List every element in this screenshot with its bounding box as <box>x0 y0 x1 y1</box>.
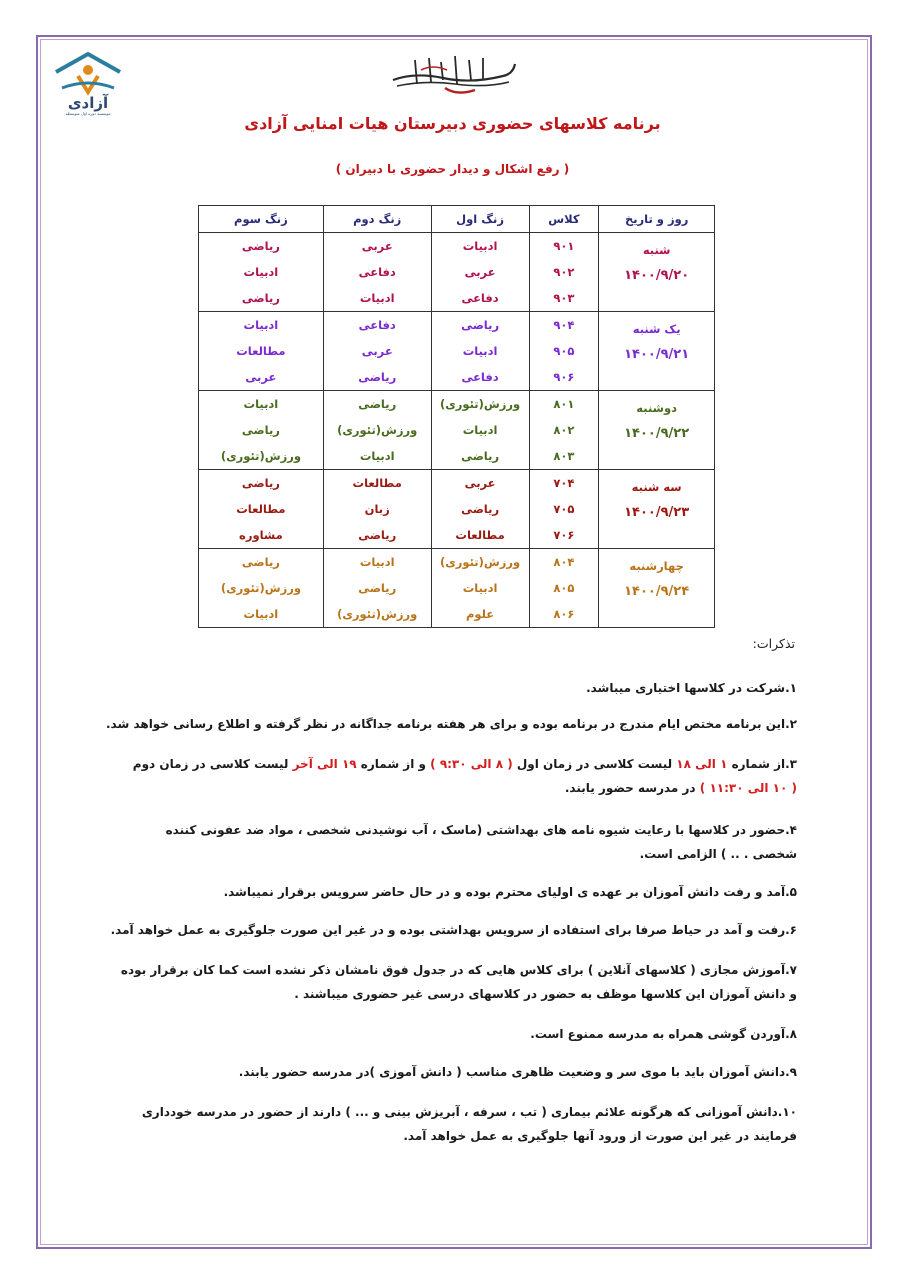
note-2: ۲.این برنامه مختص ایام مندرج در برنامه بوده و برای هر هفته برنامه جداگانه در نظر گرفته و اطلاع رسانی خواهد شد. <box>105 717 797 731</box>
class-cell: ۸۰۳ <box>529 443 599 470</box>
bell-2-cell: دفاعی <box>323 312 431 339</box>
table-row <box>199 391 715 418</box>
bell-3-cell: ادبیات <box>199 601 324 628</box>
bell-1-cell: ریاضی <box>431 443 529 470</box>
class-cell: ۹۰۴ <box>529 312 599 339</box>
note-9: ۹.دانش آموزان باید با موی سر و وضعیت ظاهری مناسب ( دانش آموزی )در مدرسه حضور یابند. <box>238 1065 797 1079</box>
class-cell: ۷۰۶ <box>529 522 599 549</box>
bell-3-cell: ریاضی <box>199 470 324 497</box>
bell-3-cell: ورزش(تئوری) <box>199 443 324 470</box>
bell-1-cell: ادبیات <box>431 575 529 601</box>
note-7: ۷.آموزش مجازی ( کلاسهای آنلاین ) برای کلاس هایی که در جدول فوق نامشان ذکر نشده است کما کان برقرار بوده و دانش آموزان این کلاسها موظف به حضور در کلاسهای درسی غیر حضوری میباشند . <box>120 963 797 1001</box>
table-header-row <box>199 206 715 233</box>
bell-3-cell: ریاضی <box>199 549 324 576</box>
bell-1-cell: ریاضی <box>431 312 529 339</box>
note-3-text: لیست کلاسی در زمان دوم <box>132 757 293 771</box>
day-date: ۱۴۰۰/۹/۲۴ <box>624 584 690 599</box>
bell-2-cell: عربی <box>323 233 431 260</box>
day-name: دوشنبه <box>636 401 678 415</box>
bell-2-cell: ریاضی <box>323 364 431 391</box>
bell-2-cell: ریاضی <box>323 391 431 418</box>
bell-1-cell: ورزش(تئوری) <box>431 391 529 418</box>
day-date: ۱۴۰۰/۹/۲۰ <box>624 268 690 283</box>
school-logo <box>48 48 128 116</box>
bell-1-cell: دفاعی <box>431 285 529 312</box>
note-3-text: در مدرسه حضور یابند. <box>564 781 700 795</box>
day-cell <box>599 233 715 312</box>
table-row <box>199 470 715 497</box>
bell-1-cell: دفاعی <box>431 364 529 391</box>
note-3-text: لیست کلاسی در زمان اول <box>512 757 677 771</box>
day-cell <box>599 549 715 628</box>
bell-3-cell: ریاضی <box>199 417 324 443</box>
class-cell: ۸۰۵ <box>529 575 599 601</box>
bell-3-cell: ورزش(تئوری) <box>199 575 324 601</box>
bell-3-cell: مطالعات <box>199 496 324 522</box>
bell-1-cell: عربی <box>431 259 529 285</box>
bell-2-cell: ادبیات <box>323 549 431 576</box>
day-date: ۱۴۰۰/۹/۲۲ <box>624 426 690 441</box>
day-cell <box>599 391 715 470</box>
class-cell: ۷۰۵ <box>529 496 599 522</box>
bell-3-cell: ریاضی <box>199 233 324 260</box>
bell-3-cell: ادبیات <box>199 391 324 418</box>
header-bell-2: زنگ دوم <box>323 206 431 233</box>
note-3-text: و از شماره <box>356 757 431 771</box>
header-bell-3: زنگ سوم <box>199 206 324 233</box>
note-3-highlight: ۱۹ الی آخر <box>292 757 357 771</box>
bell-2-cell: عربی <box>323 338 431 364</box>
table-row <box>199 549 715 576</box>
bell-3-cell: ریاضی <box>199 285 324 312</box>
bell-2-cell: ورزش(تئوری) <box>323 417 431 443</box>
day-name: شنبه <box>642 243 671 257</box>
class-cell: ۷۰۴ <box>529 470 599 497</box>
bell-1-cell: ادبیات <box>431 417 529 443</box>
page-title: برنامه کلاسهای حضوری دبیرستان هیات امنایی آزادی <box>244 114 661 133</box>
note-3 <box>128 752 797 800</box>
note-3-highlight: ( ۱۰ الی ۱۱:۳۰ ) <box>699 781 797 795</box>
page-subtitle: ( رفع اشکال و دیدار حضوری با دبیران ) <box>335 162 570 176</box>
bell-2-cell: ریاضی <box>323 575 431 601</box>
bell-2-cell: زبان <box>323 496 431 522</box>
class-cell: ۹۰۱ <box>529 233 599 260</box>
bell-1-cell: ادبیات <box>431 233 529 260</box>
logo-text: آزادی <box>67 94 109 112</box>
logo-subtitle: موسسه دوره اول متوسطه <box>65 111 111 116</box>
notes-title: تذکرات: <box>752 636 795 651</box>
class-cell: ۸۰۲ <box>529 417 599 443</box>
bell-2-cell: مطالعات <box>323 470 431 497</box>
class-cell: ۸۰۶ <box>529 601 599 628</box>
bell-1-cell: ریاضی <box>431 496 529 522</box>
class-cell: ۹۰۲ <box>529 259 599 285</box>
day-date: ۱۴۰۰/۹/۲۳ <box>624 505 690 520</box>
bell-3-cell: عربی <box>199 364 324 391</box>
note-6: ۶.رفت و آمد در حیاط صرفا برای استفاده از سرویس بهداشتی بوده و در غیر این صورت جلوگیری به عمل خواهد آمد. <box>110 923 797 937</box>
bell-1-cell: مطالعات <box>431 522 529 549</box>
day-date: ۱۴۰۰/۹/۲۱ <box>624 347 690 362</box>
header-bell-1: زنگ اول <box>431 206 529 233</box>
class-cell: ۸۰۱ <box>529 391 599 418</box>
note-5: ۵.آمد و رفت دانش آموزان بر عهده ی اولیای محترم بوده و در حال حاضر سرویس برقرار نمیباشد. <box>223 885 797 899</box>
bell-3-cell: مشاوره <box>199 522 324 549</box>
header-class: کلاس <box>529 206 599 233</box>
note-10: ۱۰.دانش آموزانی که هرگونه علائم بیماری ( تب ، سرفه ، آبریزش بینی و ... ) دارند از حضور در مدرسه خودداری فرمایند در غیر این صورت از ورود آنها جلوگیری به عمل خواهد آمد. <box>141 1105 797 1143</box>
bell-1-cell: عربی <box>431 470 529 497</box>
note-3-highlight: ۱ الی ۱۸ <box>676 757 728 771</box>
class-cell: ۹۰۶ <box>529 364 599 391</box>
bell-1-cell: ادبیات <box>431 338 529 364</box>
day-cell <box>599 470 715 549</box>
bell-3-cell: ادبیات <box>199 259 324 285</box>
class-cell: ۹۰۵ <box>529 338 599 364</box>
basmala-calligraphy <box>385 50 520 98</box>
header-day: روز و تاریخ <box>599 206 715 233</box>
table-row <box>199 233 715 260</box>
note-1: ۱.شرکت در کلاسها اختیاری میباشد. <box>586 681 797 695</box>
bell-1-cell: علوم <box>431 601 529 628</box>
note-4: ۴.حضور در کلاسها با رعایت شیوه نامه های بهداشتی (ماسک ، آب نوشیدنی شخصی ، مواد ضد عفونی کننده شخصی . .. ) الزامی است. <box>165 823 797 861</box>
day-name: چهارشنبه <box>629 559 684 573</box>
class-cell: ۸۰۴ <box>529 549 599 576</box>
class-cell: ۹۰۳ <box>529 285 599 312</box>
bell-3-cell: مطالعات <box>199 338 324 364</box>
bell-2-cell: ریاضی <box>323 522 431 549</box>
schedule-table <box>198 205 715 628</box>
bell-3-cell: ادبیات <box>199 312 324 339</box>
note-8: ۸.آوردن گوشی همراه به مدرسه ممنوع است. <box>530 1027 797 1041</box>
day-name: یک شنبه <box>632 322 681 336</box>
day-cell <box>599 312 715 391</box>
bell-2-cell: دفاعی <box>323 259 431 285</box>
bell-1-cell: ورزش(تئوری) <box>431 549 529 576</box>
bell-2-cell: ادبیات <box>323 443 431 470</box>
day-name: سه شنبه <box>631 480 682 494</box>
note-3-text: ۳.از شماره <box>727 757 797 771</box>
bell-2-cell: ورزش(تئوری) <box>323 601 431 628</box>
note-3-highlight: ( ۸ الی ۹:۳۰ ) <box>430 757 513 771</box>
bell-2-cell: ادبیات <box>323 285 431 312</box>
table-row <box>199 312 715 339</box>
schedule-body <box>199 233 715 628</box>
